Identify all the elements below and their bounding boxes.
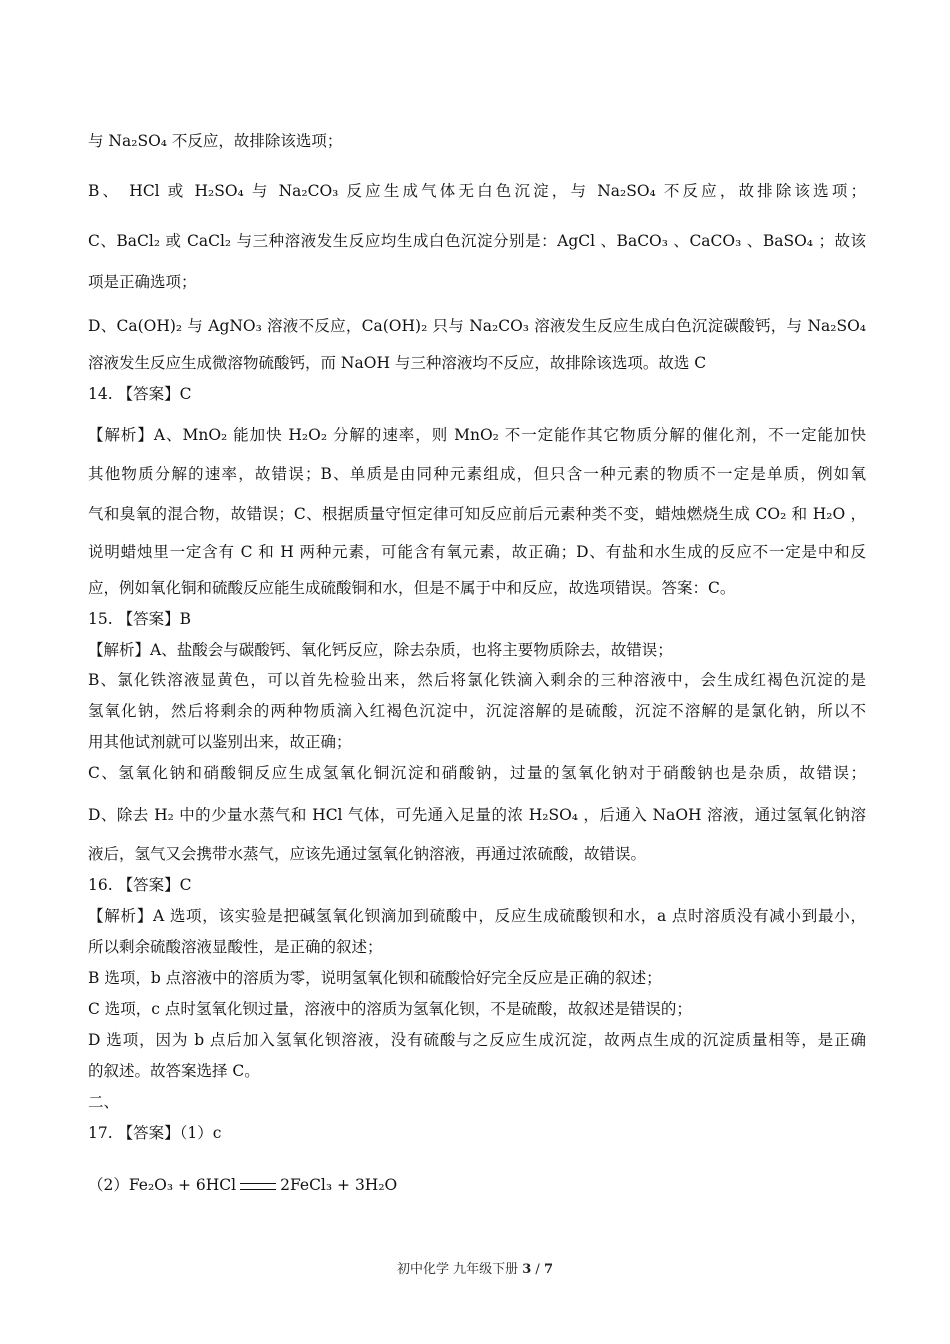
equation-right: 2FeCl₃ + 3H₂O (280, 1176, 398, 1194)
text-line: C 选项，c 点时氢氧化钡过量，溶液中的溶质为氢氧化钡，不是硫酸，故叙述是错误的； (88, 1000, 692, 1018)
text-line: 项是正确选项； (88, 273, 197, 291)
text-line: 【解析】A 选项，该实验是把碱氢氧化钡滴加到硫酸中，反应生成硫酸钡和水，a 点时溶质没有减小到最小， (88, 907, 866, 925)
text-line: C、BaCl₂ 或 CaCl₂ 与三种溶液发生反应均生成白色沉淀分别是：AgCl 、BaCO₃ 、CaCO₃ 、BaSO₄ ；故该 (88, 232, 866, 250)
text-line: D、Ca(OH)₂ 与 AgNO₃ 溶液不反应，Ca(OH)₂ 只与 Na₂CO₃ 溶液发生反应生成白色沉淀碳酸钙，与 Na₂SO₄ (88, 317, 866, 335)
equation-left: （2）Fe₂O₃ + 6HCl (88, 1176, 237, 1194)
text-line: D、除去 H₂ 中的少量水蒸气和 HCl 气体，可先通入足量的浓 H₂SO₄ ，后通入 NaOH 溶液，通过氢氧化钠溶 (88, 806, 866, 824)
chemical-equation (88, 1174, 397, 1196)
section-heading: 二、 (88, 1093, 120, 1111)
text-line: 与 Na₂SO₄ 不反应，故排除该选项； (88, 132, 343, 150)
text-line: 【解析】A、盐酸会与碳酸钙、氧化钙反应，除去杂质，也将主要物质除去，故错误； (88, 641, 673, 659)
text-line: B 选项，b 点溶液中的溶质为零，说明氢氧化钡和硫酸恰好完全反应是正确的叙述； (88, 969, 662, 987)
answer-heading-16: 16. 【答案】C (88, 876, 192, 894)
text-line: 液后，氢气又会携带水蒸气，应该先通过氢氧化钠溶液，再通过浓硫酸，故错误。 (88, 845, 647, 863)
page-footer (0, 1258, 950, 1277)
text-line: 所以剩余硫酸溶液显酸性，是正确的叙述； (88, 938, 383, 956)
text-line: 氢氧化钠，然后将剩余的两种物质滴入红褐色沉淀中，沉淀溶解的是硫酸，沉淀不溶解的是氯化钠，所以不 (88, 702, 866, 720)
text-line: 【解析】A、MnO₂ 能加快 H₂O₂ 分解的速率，则 MnO₂ 不一定能作其它物质分解的催化剂，不一定能加快 (88, 426, 866, 444)
footer-page-total: 7 (543, 1262, 553, 1277)
text-line: 溶液发生反应生成微溶物硫酸钙，而 NaOH 与三种溶液均不反应，故排除该选项。故选 C (88, 354, 707, 372)
text-line: 气和臭氧的混合物，故错误；C、根据质量守恒定律可知反应前后元素种类不变，蜡烛燃烧生成 CO₂ 和 H₂O ， (88, 505, 866, 523)
text-line: B、氯化铁溶液显黄色，可以首先检验出来，然后将氯化铁滴入剩余的三种溶液中，会生成红褐色沉淀的是 (88, 671, 866, 689)
text-line: C、氢氧化钠和硝酸铜反应生成氢氧化铜沉淀和硝酸钠，过量的氢氧化钠对于硝酸钠也是杂质，故错误； (88, 764, 866, 782)
answer-heading-17: 17. 【答案】（1）c (88, 1124, 222, 1142)
text-line: 的叙述。故答案选择 C。 (88, 1062, 260, 1080)
text-line: 说明蜡烛里一定含有 C 和 H 两种元素，可能含有氧元素，故正确；D、有盐和水生成的反应不一定是中和反 (88, 543, 866, 561)
equals-sign (240, 1183, 276, 1190)
text-line: 其他物质分解的速率，故错误；B、单质是由同种元素组成，但只含一种元素的物质不一定是单质，例如氧 (88, 465, 866, 483)
footer-subject: 初中化学 九年级下册 (396, 1262, 523, 1277)
footer-page-number: 3 (522, 1262, 532, 1277)
text-line: B、 HCl 或 H₂SO₄ 与 Na₂CO₃ 反应生成气体无白色沉淀，与 Na₂SO₄ 不反应，故排除该选项； (88, 182, 866, 200)
answer-heading-15: 15. 【答案】B (88, 610, 191, 628)
text-line: D 选项，因为 b 点后加入氢氧化钡溶液，没有硫酸与之反应生成沉淀，故两点生成的沉淀质量相等，是正确 (88, 1031, 866, 1049)
answer-heading-14: 14. 【答案】C (88, 385, 192, 403)
footer-separator: / (531, 1262, 544, 1277)
text-line: 用其他试剂就可以鉴别出来，故正确； (88, 733, 352, 751)
text-line: 应，例如氧化铜和硫酸反应能生成硫酸铜和水，但是不属于中和反应，故选项错误。答案：C。 (88, 579, 736, 597)
